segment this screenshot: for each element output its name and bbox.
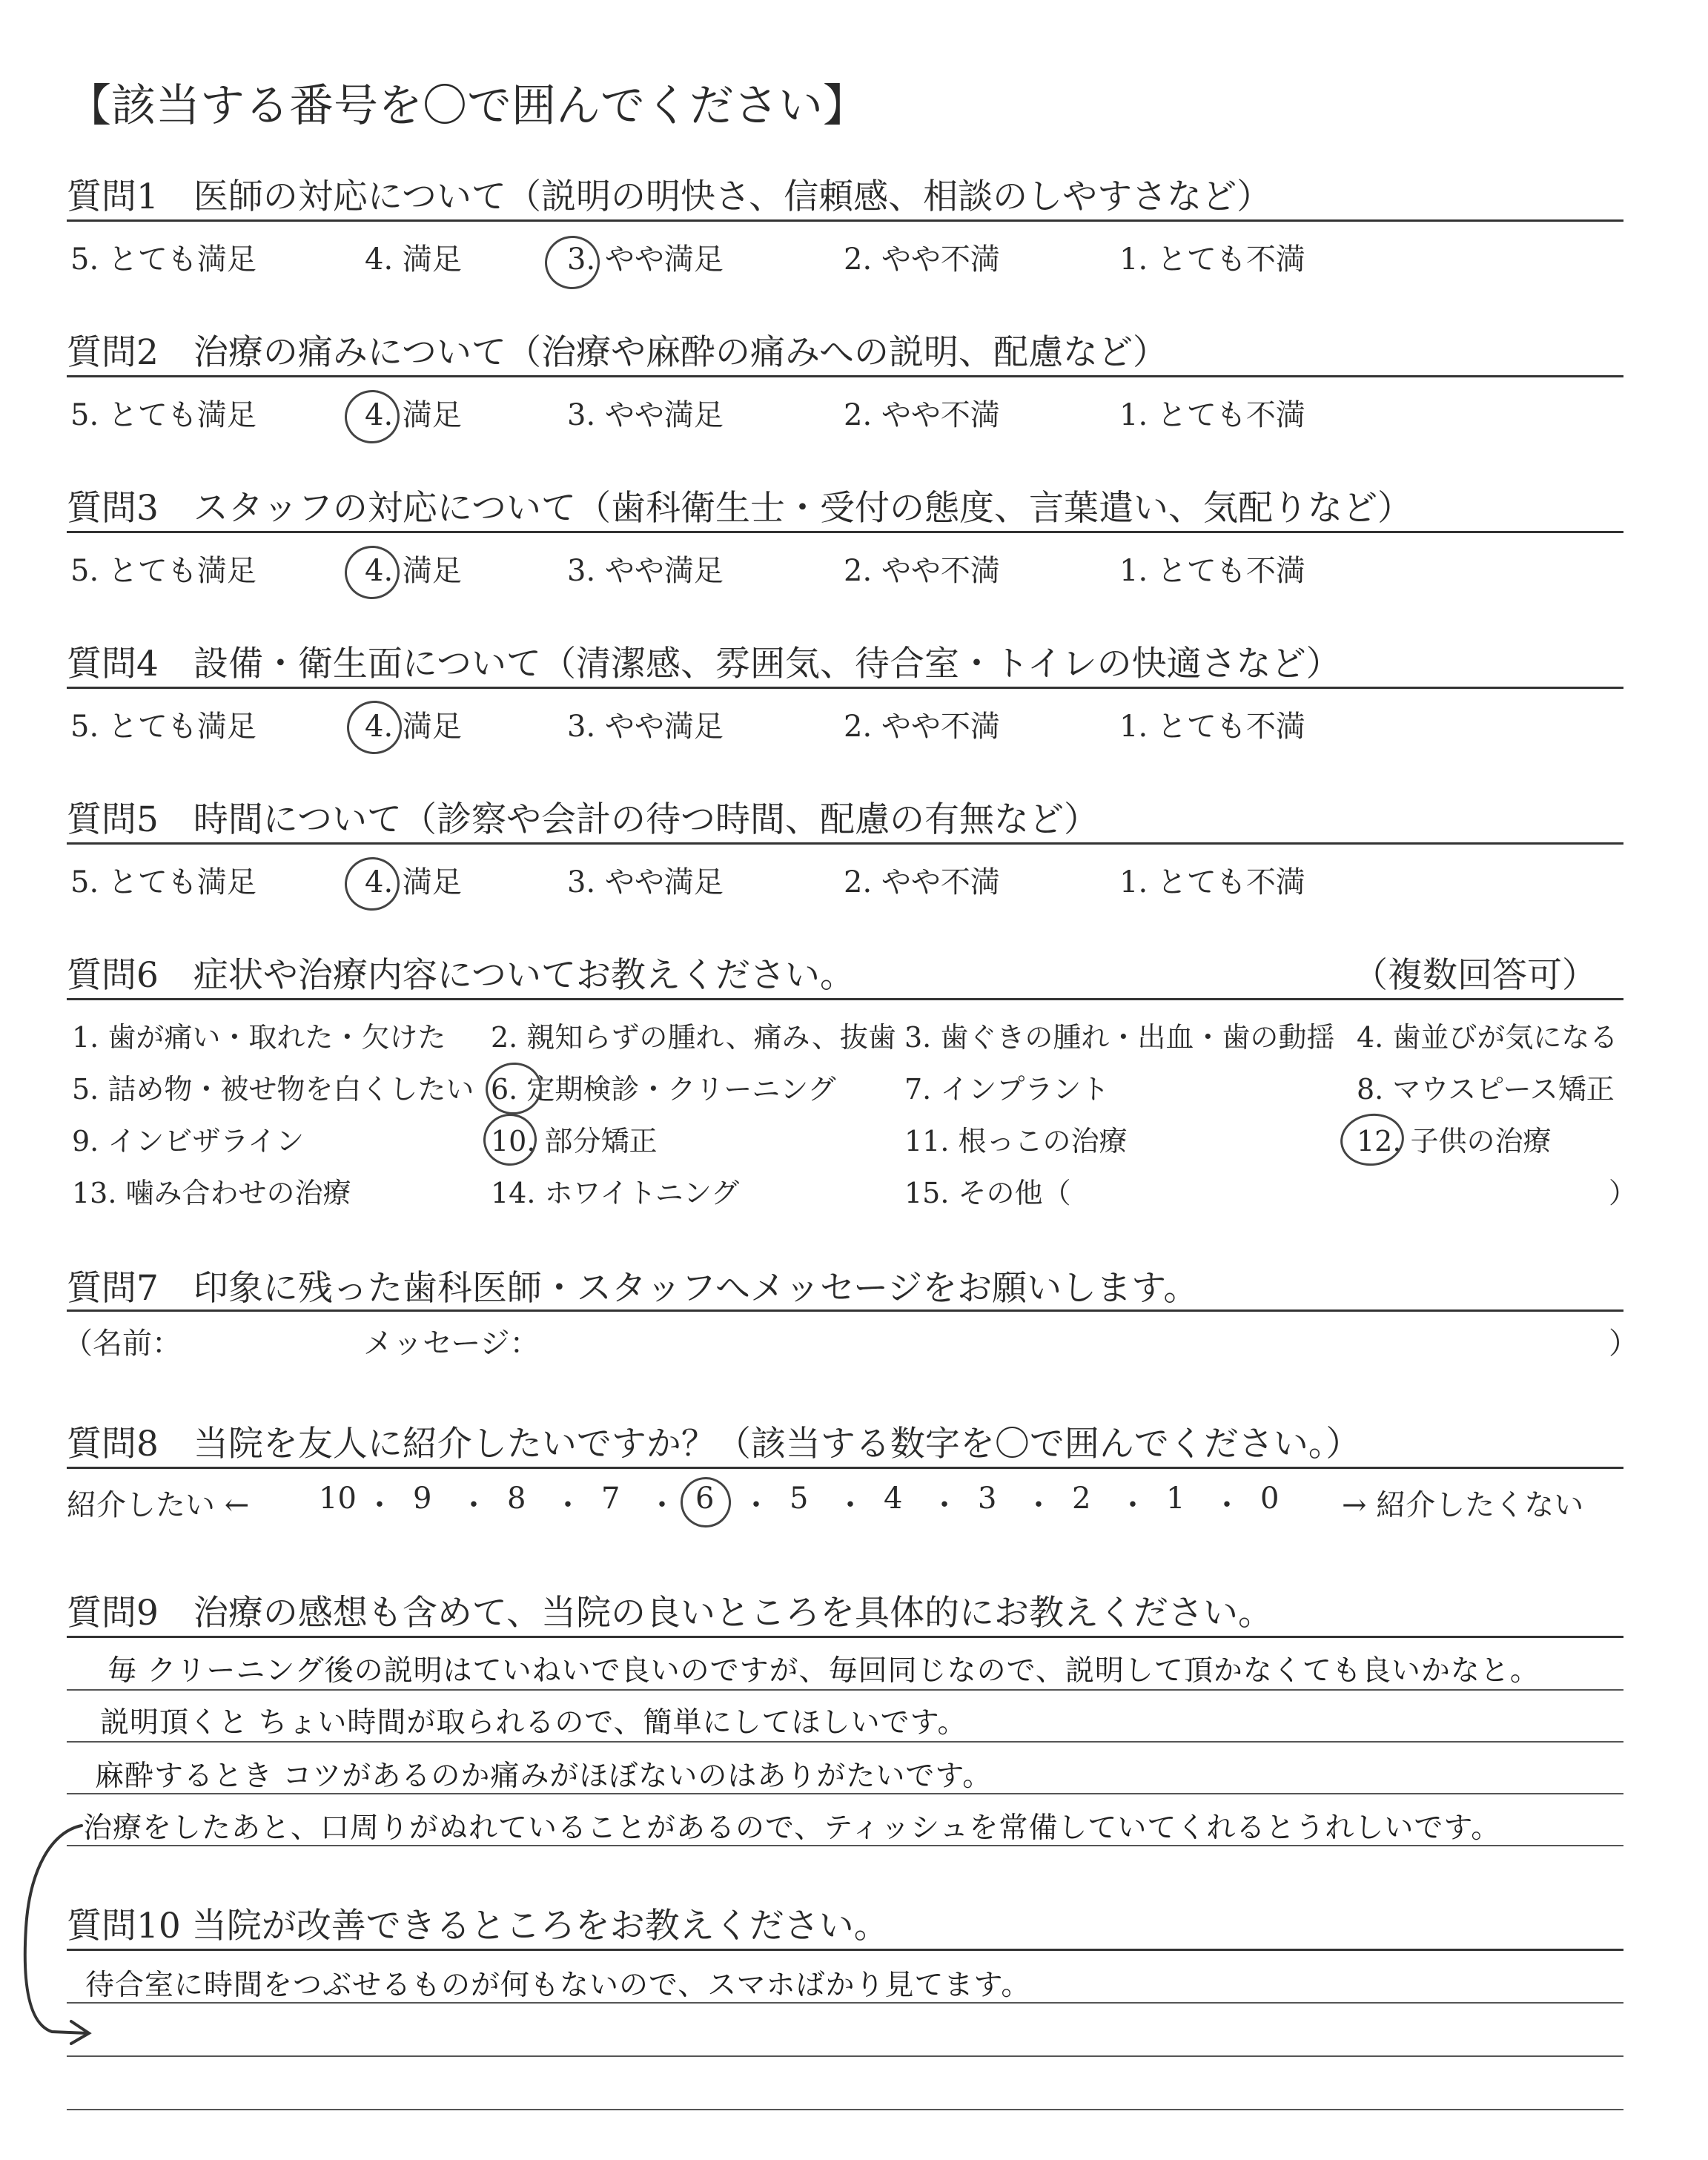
q2-title: 質問2 治療の痛みについて（治療や麻酔の痛みへの説明、配慮など） [67, 332, 1168, 373]
q7-title: 質問7 印象に残った歯科医師・スタッフへメッセージをお願いします。 [67, 1268, 1199, 1309]
q8-scale-2[interactable]: 2 [1072, 1482, 1091, 1516]
q6-item-7[interactable]: 7. インプラント [904, 1073, 1110, 1106]
q7-close: ） [1609, 1327, 1638, 1361]
q4-title: 質問4 設備・衛生面について（清潔感、雰囲気、待合室・トイレの快適さなど） [67, 644, 1341, 684]
q8-scale-10[interactable]: 10 [319, 1482, 357, 1516]
q6-item-12[interactable]: 12. 子供の治療 [1357, 1125, 1552, 1157]
q8-scale-9[interactable]: 9 [413, 1482, 432, 1516]
q6-item-1[interactable]: 1. 歯が痛い・取れた・欠けた [72, 1021, 446, 1054]
q6-other-close: ） [1609, 1177, 1638, 1209]
q5-title: 質問5 時間について（診察や会計の待つ時間、配慮の有無など） [67, 799, 1099, 840]
q7-message-label: メッセージ： [363, 1327, 540, 1361]
q4-option-4[interactable]: 4. 満足 [365, 710, 462, 744]
q9-answer-line-4: 治療をしたあと、口周りがぬれていることがあるので、ティッシュを常備していてくれるとうれしいです。 [83, 1811, 1501, 1845]
q8-scale-separator: ・ [741, 1488, 771, 1522]
q6-item-13[interactable]: 13. 噛み合わせの治療 [72, 1177, 351, 1209]
q1-option-1[interactable]: 1. とても不満 [1119, 242, 1305, 277]
q3-title: 質問3 スタッフの対応について（歯科衛生士・受付の態度、言葉遣い、気配りなど） [67, 488, 1412, 529]
q8-scale-separator: ・ [930, 1488, 959, 1522]
q3-option-3[interactable]: 3. やや満足 [567, 554, 724, 588]
q2-option-2[interactable]: 2. やや不満 [844, 398, 1000, 432]
q9-answer-line-3: 麻酔するとき コツがあるのか痛みがほぼないのはありがたいです。 [95, 1760, 993, 1793]
q1-option-2[interactable]: 2. やや不満 [844, 242, 1000, 277]
q8-scale-separator: ・ [1024, 1488, 1053, 1522]
q1-option-5[interactable]: 5. とても満足 [70, 242, 256, 277]
q6-item-14[interactable]: 14. ホワイトニング [491, 1177, 740, 1209]
q6-item-4[interactable]: 4. 歯並びが気になる [1357, 1021, 1618, 1054]
q5-option-2[interactable]: 2. やや不満 [844, 865, 1000, 899]
q8-scale-separator: ・ [835, 1488, 865, 1522]
q9-answer-line-1: 毎 クリーニング後の説明はていねいで良いのですが、毎回同じなので、説明して頂かなくても良いかなと。 [107, 1654, 1540, 1688]
q6-item-6[interactable]: 6. 定期検診・クリーニング [491, 1073, 836, 1106]
q6-item-8[interactable]: 8. マウスピース矯正 [1357, 1073, 1615, 1106]
q3-option-1[interactable]: 1. とても不満 [1119, 554, 1305, 588]
q6-item-5[interactable]: 5. 詰め物・被せ物を白くしたい [72, 1073, 474, 1106]
q1-option-4[interactable]: 4. 満足 [365, 242, 462, 277]
q6-item-15[interactable]: 15. その他（ [904, 1177, 1071, 1209]
q3-option-2[interactable]: 2. やや不満 [844, 554, 1000, 588]
q9-title: 質問9 治療の感想も含めて、当院の良いところを具体的にお教えください。 [67, 1593, 1273, 1634]
q6-item-2[interactable]: 2. 親知らずの腫れ、痛み、抜歯 [491, 1021, 896, 1054]
q3-option-4[interactable]: 4. 満足 [365, 554, 462, 588]
q8-scale-1[interactable]: 1 [1166, 1482, 1185, 1516]
q4-option-2[interactable]: 2. やや不満 [844, 710, 1000, 744]
q8-scale-separator: ・ [553, 1488, 583, 1522]
q6-item-3[interactable]: 3. 歯ぐきの腫れ・出血・歯の動揺 [904, 1021, 1335, 1054]
q10-title: 質問10 当院が改善できるところをお教えください。 [67, 1906, 889, 1946]
q6-item-11[interactable]: 11. 根っこの治療 [904, 1125, 1128, 1157]
q8-scale-separator: ・ [1212, 1488, 1242, 1522]
q7-name-label: （名前： [63, 1327, 182, 1361]
q2-option-1[interactable]: 1. とても不満 [1119, 398, 1305, 432]
q8-scale-4[interactable]: 4 [884, 1482, 903, 1516]
q10-answer-line-1: 待合室に時間をつぶせるものが何もないので、スマホばかり見てます。 [85, 1969, 1031, 2002]
q8-scale-3[interactable]: 3 [978, 1482, 997, 1516]
q5-option-3[interactable]: 3. やや満足 [567, 865, 724, 899]
q3-option-5[interactable]: 5. とても満足 [70, 554, 256, 588]
q1-title: 質問1 医師の対応について（説明の明快さ、信頼感、相談のしやすさなど） [67, 176, 1272, 217]
q4-option-1[interactable]: 1. とても不満 [1119, 710, 1305, 744]
q4-option-5[interactable]: 5. とても満足 [70, 710, 256, 744]
q8-title: 質問8 当院を友人に紹介したいですか？（該当する数字を〇で囲んでください。） [67, 1424, 1361, 1464]
form-header: 【該当する番号を〇で囲んでください】 [67, 80, 867, 132]
q6-title: 質問6 症状や治療内容についてお教えください。 [67, 955, 855, 996]
q8-left-label: 紹介したい ← [67, 1488, 250, 1522]
q5-option-4[interactable]: 4. 満足 [365, 865, 462, 899]
q8-scale-0[interactable]: 0 [1260, 1482, 1280, 1516]
q8-right-label: → 紹介したくない [1342, 1488, 1584, 1522]
q2-option-5[interactable]: 5. とても満足 [70, 398, 256, 432]
q2-option-3[interactable]: 3. やや満足 [567, 398, 724, 432]
q2-option-4[interactable]: 4. 満足 [365, 398, 462, 432]
q8-scale-6[interactable]: 6 [695, 1482, 715, 1516]
q6-item-10[interactable]: 10. 部分矯正 [491, 1125, 658, 1157]
q8-scale-separator: ・ [1118, 1488, 1148, 1522]
q8-scale-5[interactable]: 5 [790, 1482, 809, 1516]
q4-option-3[interactable]: 3. やや満足 [567, 710, 724, 744]
q6-note: （複数回答可） [1353, 955, 1597, 996]
q5-option-1[interactable]: 1. とても不満 [1119, 865, 1305, 899]
q8-scale-7[interactable]: 7 [601, 1482, 620, 1516]
q6-item-9[interactable]: 9. インビザライン [72, 1125, 305, 1157]
q9-answer-line-2: 説明頂くと ちょい時間が取られるので、簡単にしてほしいです。 [100, 1706, 967, 1740]
q5-option-5[interactable]: 5. とても満足 [70, 865, 256, 899]
q8-scale-8[interactable]: 8 [507, 1482, 526, 1516]
q8-scale-separator: ・ [647, 1488, 677, 1522]
q8-scale-separator: ・ [365, 1488, 394, 1522]
q8-scale-separator: ・ [459, 1488, 489, 1522]
q1-option-3[interactable]: 3. やや満足 [567, 242, 724, 277]
